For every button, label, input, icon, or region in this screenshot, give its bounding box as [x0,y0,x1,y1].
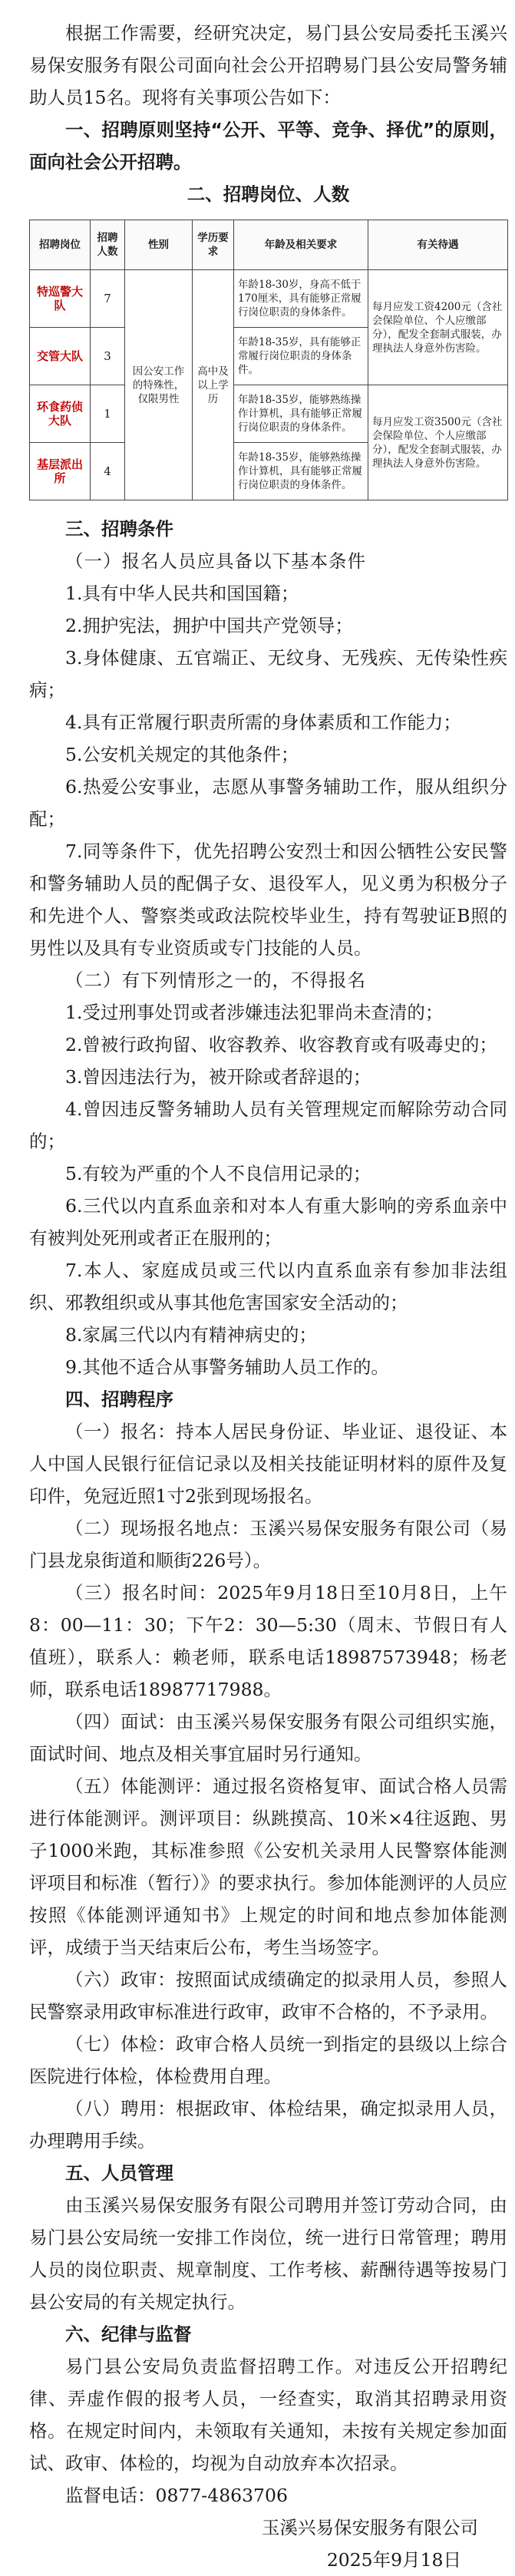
education-requirement: 高中及以上学历 [193,270,234,500]
condition-item: 1.具有中华人民共和国国籍； [65,583,299,604]
exclusion-item: 9.其他不适合从事警务辅助人员工作的。 [65,1356,389,1378]
procedure-employment: （八）聘用：根据政审、体检结果，确定拟录用人员，办理聘用手续。 [29,2098,507,2152]
benefit-tier-1: 每月应发工资4200元（含社会保险单位、个人应缴部分），配发全套制式服装，办理执法人身意外伤害险。 [368,270,508,385]
header-benefits: 有关待遇 [368,220,508,270]
condition-item: 5.公安机关规定的其他条件； [65,744,299,765]
condition-item: 6.热爱公安事业，志愿从事警务辅助工作，服从组织分配； [29,776,507,830]
table-row [30,270,508,328]
table-header-row [30,220,508,270]
exclusion-item: 3.曾因违法行为，被开除或者辞退的； [65,1066,371,1088]
procedure-fitness-test: （五）体能测评：通过报名资格复审、面试合格人员需进行体能测评。测评项目：纵跳摸高、10米×4往返跑、男子1000米跑，其标准参照《公安机关录用人民警察体能测评项目和标准（暂行）》的要求执行。参加体能测评的人员应按照《体能测评通知书》上规定的时间和地点参加体能测评，成绩于当天结束后公布，考生当场签字。 [29,1775,507,1958]
header-requirements: 年龄及相关要求 [234,220,368,270]
position-count: 1 [91,385,125,443]
position-name: 基层派出所 [30,443,91,500]
announcement-document [29,17,507,2576]
intro-paragraph: 根据工作需要，经研究决定，易门县公安局委托玉溪兴易保安服务有限公司面向社会公开招聘易门县公安局警务辅助人员15名。现将有关事项公告如下： [29,22,507,108]
position-name: 交管大队 [30,328,91,385]
procedure-registration: （一）报名：持本人居民身份证、毕业证、退役证、本人中国人民银行征信记录以及相关技能证明材料的原件及复印件，免冠近照1寸2张到现场报名。 [29,1421,507,1507]
exclusion-item: 7.本人、家庭成员或三代以内直系血亲有参加非法组织、邪教组织或从事其他危害国家安全活动的； [29,1260,507,1313]
position-requirement: 年龄18-30岁，身高不低于170厘米，具有能够正常履行岗位职责的身体条件。 [234,270,368,328]
header-education: 学历要求 [193,220,234,270]
supervision-phone: 监督电话：0877-4863706 [65,2485,288,2506]
position-count: 7 [91,270,125,328]
section-3-subtitle-2: （二）有下列情形之一的，不得报名 [65,969,366,991]
position-count: 4 [91,443,125,500]
issuer-organization: 玉溪兴易保安服务有限公司 [262,2517,478,2538]
section-1-title: 一、招聘原则坚持“公开、平等、竞争、择优”的原则，面向社会公开招聘。 [29,119,507,173]
header-count: 招聘人数 [91,220,125,270]
header-gender: 性别 [125,220,193,270]
gender-requirement: 因公安工作的特殊性，仅限男性 [125,270,193,500]
procedure-location: （二）现场报名地点：玉溪兴易保安服务有限公司（易门县龙泉街道和顺街226号）。 [29,1518,507,1571]
section-3-subtitle-1: （一）报名人员应具备以下基本条件 [65,550,366,572]
positions-table [29,220,508,500]
management-paragraph: 由玉溪兴易保安服务有限公司聘用并签订劳动合同，由易门县公安局统一安排工作岗位，统一进行日常管理；聘用人员的岗位职责、规章制度、工作考核、薪酬待遇等按易门县公安局的有关规定执行。 [29,2195,507,2313]
procedure-medical-exam: （七）体检：政审合格人员统一到指定的县级以上综合医院进行体检，体检费用自理。 [29,2033,507,2087]
exclusion-item: 2.曾被行政拘留、收容教养、收容教育或有吸毒史的； [65,1034,497,1055]
benefit-tier-2: 每月应发工资3500元（含社会保险单位、个人应缴部分），配发全套制式服装，办理执法人身意外伤害险。 [368,385,508,500]
exclusion-item: 8.家属三代以内有精神病史的； [65,1324,317,1346]
header-position: 招聘岗位 [30,220,91,270]
condition-item: 2.拥护宪法，拥护中国共产党领导； [65,615,353,636]
section-3-title: 三、招聘条件 [65,518,173,540]
exclusion-item: 4.曾因违反警务辅助人员有关管理规定而解除劳动合同的； [29,1098,507,1152]
position-count: 3 [91,328,125,385]
section-6-title: 六、纪律与监督 [65,2323,192,2345]
position-name: 环食药侦大队 [30,385,91,443]
condition-item: 3.身体健康、五官端正、无纹身、无残疾、无传染性疾病； [29,647,507,701]
position-name: 特巡警大队 [30,270,91,328]
issue-date: 2025年9月18日 [326,2549,461,2571]
procedure-time: （三）报名时间：2025年9月18日至10月8日，上午8：00—11：30；下午2：30—5:30（周末、节假日有人值班），联系人：赖老师，联系电话18987573948；杨老师，联系电话18987717988。 [29,1582,507,1700]
procedure-background-check: （六）政审：按照面试成绩确定的拟录用人员，参照人民警察录用政审标准进行政审，政审不合格的，不予录用。 [29,1969,507,2023]
section-5-title: 五、人员管理 [65,2162,173,2184]
procedure-interview: （四）面试：由玉溪兴易保安服务有限公司组织实施，面试时间、地点及相关事宜届时另行通知。 [29,1711,507,1765]
discipline-paragraph: 易门县公安局负责监督招聘工作。对违反公开招聘纪律、弄虚作假的报考人员，一经查实，取消其招聘录用资格。在规定时间内，未领取有关通知，未按有关规定参加面试、政审、体检的，均视为自动放弃本次招录。 [29,2356,507,2474]
condition-item: 4.具有正常履行职责所需的身体素质和工作能力； [65,712,461,733]
section-4-title: 四、招聘程序 [65,1389,173,1410]
condition-item: 7.同等条件下，优先招聘公安烈士和因公牺牲公安民警和警务辅助人员的配偶子女、退役军人，见义勇为积极分子和先进个人、警察类或政法院校毕业生，持有驾驶证B照的男性以及具有专业资质或专门技能的人员。 [29,841,507,959]
position-requirement: 年龄18-35岁，具有能够正常履行岗位职责的身体条件。 [234,328,368,385]
exclusion-item: 6.三代以内直系血亲和对本人有重大影响的旁系血亲中有被判处死刑或者正在服刑的； [29,1195,507,1249]
exclusion-item: 1.受过刑事处罚或者涉嫌违法犯罪尚未查清的； [65,1002,444,1023]
position-requirement: 年龄18-35岁，能够熟练操作计算机，具有能够正常履行岗位职责的身体条件。 [234,385,368,443]
position-requirement: 年龄18-35岁，能够熟练操作计算机，具有能够正常履行岗位职责的身体条件。 [234,443,368,500]
table-row [30,385,508,443]
section-2-title: 二、招聘岗位、人数 [187,183,350,205]
exclusion-item: 5.有较为严重的个人不良信用记录的； [65,1163,371,1184]
